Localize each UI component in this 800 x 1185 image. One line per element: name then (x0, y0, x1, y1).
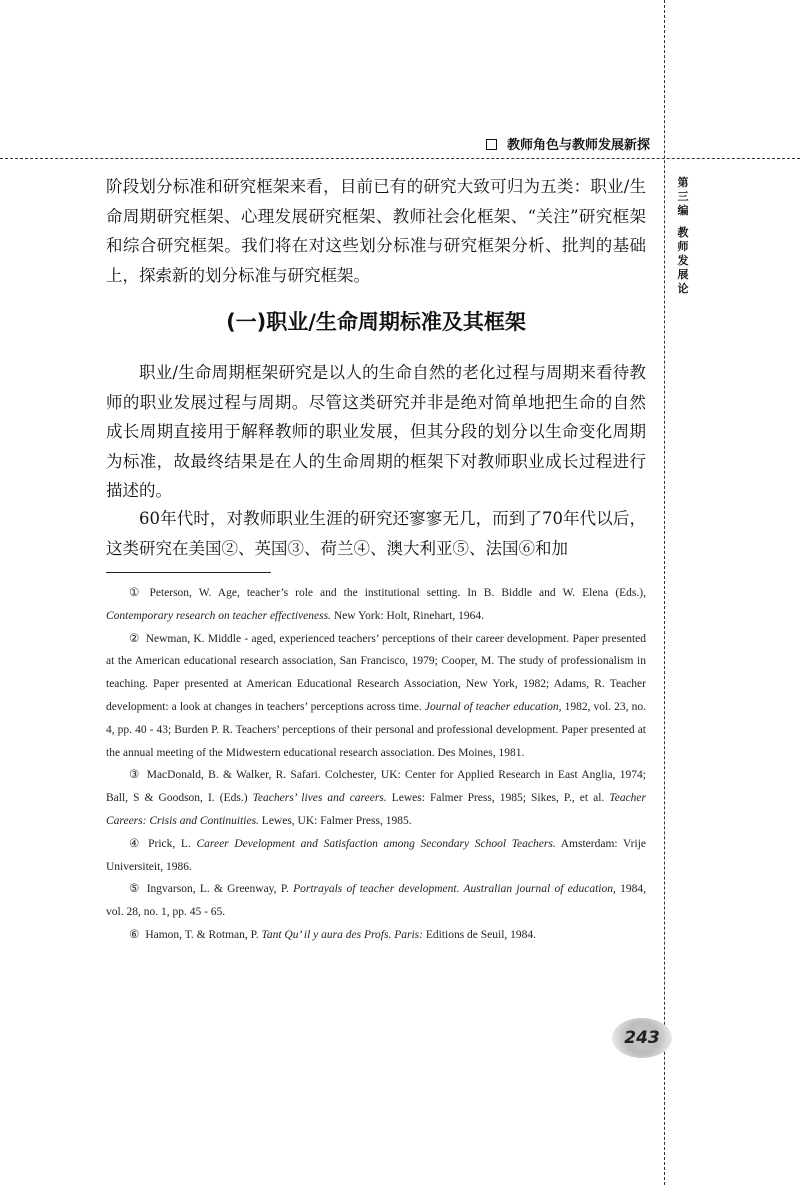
page-number: 243 (612, 1018, 672, 1058)
footnote-text: Ingvarson, L. & Greenway, P. (146, 883, 294, 896)
side-title-label: 教师发展论 (677, 226, 689, 295)
paragraph-2: 职业/生命周期框架研究是以人的生命自然的老化过程与周期来看待教师的职业发展过程与周期。尽管这类研究并非是绝对简单地把生命的自然成长周期直接用于解释教师的职业发展，但其分段的划分以生命变化周期为标准，故最终结果是在人的生命周期的框架下对教师职业成长过程进行描述的。 (106, 363, 646, 500)
footnote-6 (106, 924, 646, 947)
footnote-mark: ② (129, 632, 140, 645)
paragraph-1: 阶段划分标准和研究框架来看，目前已有的研究大致可归为五类：职业/生命周期研究框架、心理发展研究框架、教师社会化框架、“关注”研究框架和综合研究框架。我们将在对这些划分标准与研究框架分析、批判的基础上，探索新的划分标准与研究框架。 (106, 177, 646, 285)
footnote-text: Peterson, W. Age, teacher’s role and the institutional setting. In B. Biddle and W. Elena (Eds.), (149, 587, 646, 599)
footnote-text: Amsterdam: Vrije Universiteit, 1986. (106, 837, 646, 873)
footnote-mark: ⑥ (129, 928, 140, 941)
section-title: (一)职业/生命周期标准及其框架 (226, 310, 526, 334)
side-section-label (676, 176, 690, 296)
footnote-text: Prick, L. (148, 837, 197, 850)
footnote-2 (106, 628, 646, 765)
header-title: 教师角色与教师发展新探 (506, 138, 650, 153)
footnote-text: Lewes: Falmer Press, 1985; Sikes, P., et al. (386, 792, 610, 805)
footnote-5 (106, 878, 646, 924)
margin-dashed-vertical-line (664, 0, 665, 1185)
footnote-separator (106, 572, 271, 573)
footnote-3 (106, 764, 646, 832)
header-dashed-horizontal-line (0, 158, 800, 159)
footnote-mark: ④ (129, 837, 143, 850)
footnote-italic: Contemporary research on teacher effectiveness. (106, 609, 331, 622)
running-header (486, 134, 650, 153)
square-marker-icon (486, 139, 497, 150)
footnote-text: Lewes, UK: Falmer Press, 1985. (258, 814, 412, 827)
footnote-text: 1984, vol. 28, no. 1, pp. 45 - 65. (106, 883, 647, 919)
footnote-mark: ① (129, 587, 144, 599)
footnote-italic: Tant Qu’ il y aura des Profs. Paris: (261, 928, 423, 941)
footnote-italic: Teachers’ lives and careers. (252, 792, 387, 805)
footnote-mark: ③ (129, 769, 141, 782)
footnote-italic: Portrayals of teacher development. Australian journal of education, (293, 883, 616, 896)
paragraph-3: 60年代时，对教师职业生涯的研究还寥寥无几，而到了70年代以后，这类研究在美国②、英国③、荷兰④、澳大利亚⑤、法国⑥和加 (106, 509, 646, 558)
footnote-text: New York: Holt, Rinehart, 1964. (330, 609, 484, 622)
footnote-text: Editions de Seuil, 1984. (422, 928, 537, 941)
footnote-1 (106, 582, 646, 628)
footnote-text: Hamon, T. & Rotman, P. (145, 928, 262, 941)
side-part-label: 第三编 (677, 176, 689, 217)
footnote-italic: Journal of teacher education, (424, 700, 562, 713)
footnotes (106, 582, 646, 947)
footnote-text: MacDonald, B. & Walker, R. Safari. Colchester, UK: Center for Applied Research in East Anglia, 1974; Ball, S & Goodson, I. (Eds.) (106, 769, 647, 805)
footnote-italic: Teacher Careers: Crisis and Continuities. (106, 792, 647, 827)
footnote-4 (106, 833, 646, 879)
footnote-text: 1982, vol. 23, no. 4, pp. 40 - 43; Burden P. R. Teachers’ perceptions of their personal and professional development. Paper presented at the annual meeting of the Midwestern educational research association. Des Moines, 1981. (106, 700, 646, 759)
footnote-text: Newman, K. Middle - aged, experienced teachers’ perceptions of their career development. Paper presented at the American educational research association, San Francisco, 1979; Cooper, M. The study of professionalism in teaching. Paper presented at American Educational Research Association, New York, 1982; Adams, R. Teacher development: a look at changes in teachers’ perceptions across time. (106, 632, 646, 713)
footnote-italic: Career Development and Satisfaction among Secondary School Teachers. (196, 837, 556, 850)
footnote-mark: ⑤ (129, 883, 141, 896)
